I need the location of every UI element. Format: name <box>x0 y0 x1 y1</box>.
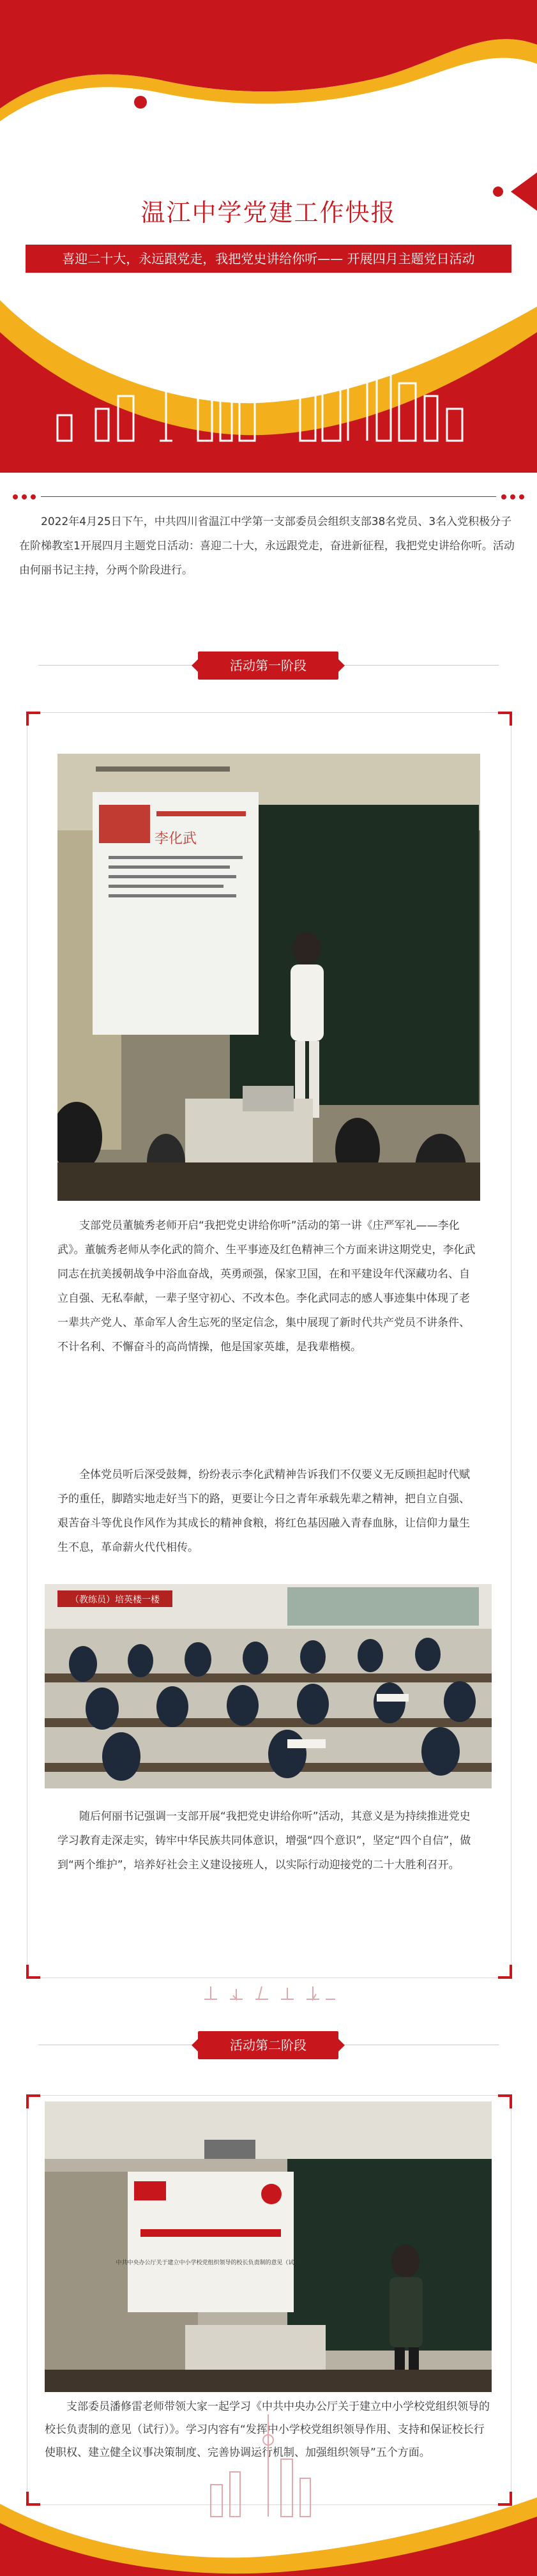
stage1-paragraph-2: 全体党员听后深受鼓舞，纷纷表示李化武精神告诉我们不仅要义无反顾担起时代赋予的重任，脚踏实地走好当下的路，更要让今日之青年承载先辈之精神，把自立自强、艰苦奋斗等优良作风作为其成长的精神食粮，将红色基因融入青春血脉，让信仰力量生生不息，革命薪火代代相传。 <box>57 1468 470 1554</box>
footer-banner <box>0 2389 537 2576</box>
page-title: 温江中学党建工作快报 <box>140 199 397 227</box>
stage2-header <box>0 2031 537 2059</box>
photo-lecture <box>57 754 480 1201</box>
photo-lecture-2 <box>45 2101 492 2392</box>
slide-text: 李化武 <box>154 831 197 847</box>
stage2-label: 活动第二阶段 <box>198 2031 338 2059</box>
banner-background <box>0 0 537 473</box>
stage1-header <box>0 652 537 680</box>
header-banner <box>0 0 537 473</box>
stage1-paragraph-1: 支部党员董毓秀老师开启“我把党史讲给你听”活动的第一讲《庄严军礼——李化武》。董毓秀老师从李化武的简介、生平事迹及红色精神三个方面来讲这期党史，李化武同志在抗美援朝战争中浴血奋战，英勇顽强，保家卫国，在和平建设年代深藏功名、自立自强、无私奉献，一辈子坚守初心、不改本色。李化武同志的感人事迹集中体现了老一辈共产党人、革命军人舍生忘死的坚定信念，集中展现了新时代共产党员不讲条件、不计名利、不懈奋斗的高尚情操，他是国家英雄，是我辈楷模。 <box>57 1219 476 1353</box>
room-banner-text: （教练员）培英楼一楼 <box>70 1595 160 1605</box>
dotted-divider <box>13 492 524 501</box>
stage1-label: 活动第一阶段 <box>198 652 338 680</box>
ornament-divider <box>198 1980 338 2006</box>
slide-title: 中共中央办公厅关于建立中小学校党组织领导的校长负责制的意见（试行） <box>116 2260 306 2266</box>
footer-background <box>0 2389 537 2576</box>
stage1-paragraph-3: 随后何丽书记强调一支部开展“我把党史讲给你听”活动，其意义是为持续推进党史学习教育走深走实，铸牢中华民族共同体意识，增强“四个意识”，坚定“四个自信”，做到“两个维护”，培养好社会主义建设接班人，以实际行动迎接党的二十大胜利召开。 <box>57 1810 471 1871</box>
subtitle-ribbon: 喜迎二十大，永远跟党走，我把党史讲给你听—— 开展四月主题党日活动 <box>26 245 511 273</box>
photo-audience <box>45 1584 492 1788</box>
intro-paragraph: 2022年4月25日下午，中共四川省温江中学第一支部委员会组织支部38名党员、3名入党积极分子在阶梯教室1开展四月主题党日活动：喜迎二十大，永远跟党走，奋进新征程，我把党史讲给你听。活动由何丽书记主持，分两个阶段进行。 <box>19 515 515 577</box>
stage2-paragraph-1: 支部委员潘修雷老师带领大家一起学习《中共中央办公厅关于建立中小学校党组织领导的校长负责制的意见（试行）》。学习内容有“发挥中小学校党组织领导作用、支持和保证校长行使职权、建立健全议事决策制度、完善协调运行机制、加强组织领导”五个方面。 <box>45 2400 490 2459</box>
